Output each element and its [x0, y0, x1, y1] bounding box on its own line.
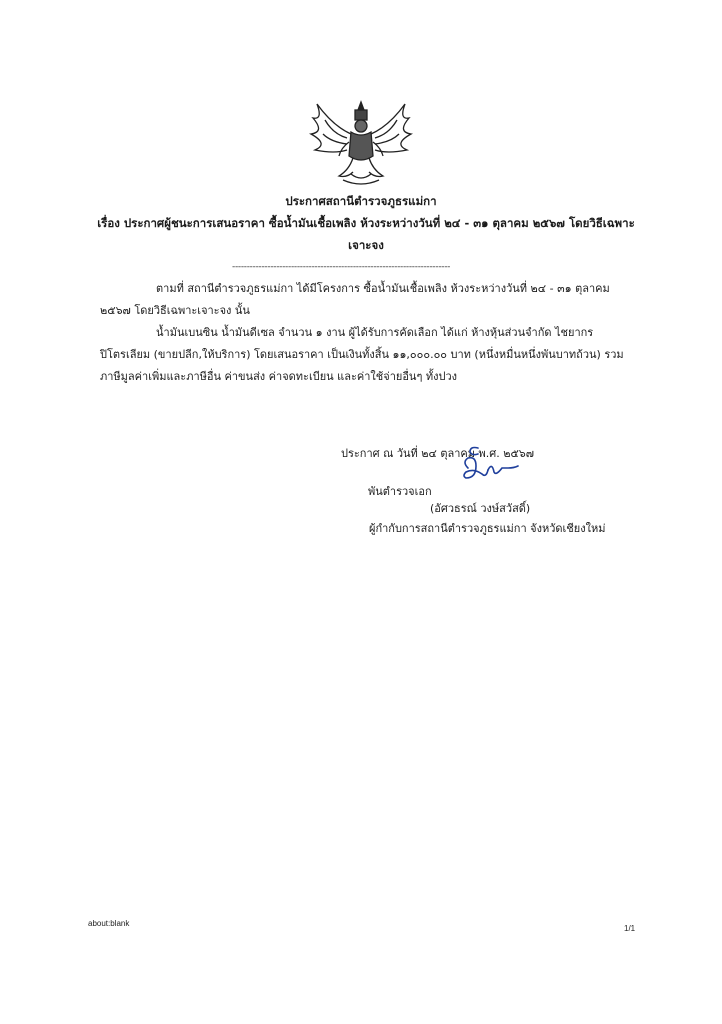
body-paragraph-1: ตามที่ สถานีตำรวจภูธรแม่กา ได้มีโครงการ ซื้อน้ำมันเชื้อเพลิง ห้วงระหว่างวันที่ ๒๔ - ๓๑ ตุลาคม ๒๕๖๗ โดยวิธีเฉพาะเจาะจง นั้น — [100, 282, 610, 317]
footer-url: about:blank — [88, 919, 130, 928]
handwritten-signature — [456, 438, 536, 488]
signer-rank: พันตำรวจเอก — [368, 485, 432, 498]
announcement-subject: เรื่อง ประกาศผู้ชนะการเสนอราคา ซื้อน้ำมันเชื้อเพลิง ห้วงระหว่างวันที่ ๒๔ - ๓๑ ตุลาคม ๒๕๖๗ โดยวิธีเฉพาะเจาะจง — [97, 216, 635, 252]
signer-name: (อัศวธรณ์ วงษ์สวัสดิ์) — [430, 502, 531, 515]
garuda-emblem-icon — [303, 98, 419, 190]
announcement-date: ประกาศ ณ วันที่ ๒๔ ตุลาคม พ.ศ. ๒๕๖๗ — [341, 447, 535, 460]
footer-page-number: 1/1 — [624, 924, 636, 933]
divider-line: -------------------------------------------------------------------------- — [232, 262, 451, 272]
announcement-title: ประกาศสถานีตำรวจภูธรแม่กา — [285, 194, 437, 208]
signer-position: ผู้กำกับการสถานีตำรวจภูธรแม่กา จังหวัดเชียงใหม่ — [369, 522, 606, 535]
body-paragraph-2: น้ำมันเบนซิน น้ำมันดีเซล จำนวน ๑ งาน ผู้ได้รับการคัดเลือก ได้แก่ ห้างหุ้นส่วนจำกัด ไชยากรปิโตรเลียม (ขายปลีก,ให้บริการ) โดยเสนอราคา เป็นเงินทั้งสิ้น ๑๑,๐๐๐.๐๐ บาท (หนึ่งหมื่นหนึ่งพันบาทถ้วน) รวมภาษีมูลค่าเพิ่มและภาษีอื่น ค่าขนส่ง ค่าจดทะเบียน และค่าใช้จ่ายอื่นๆ ทั้งปวง — [100, 326, 624, 383]
